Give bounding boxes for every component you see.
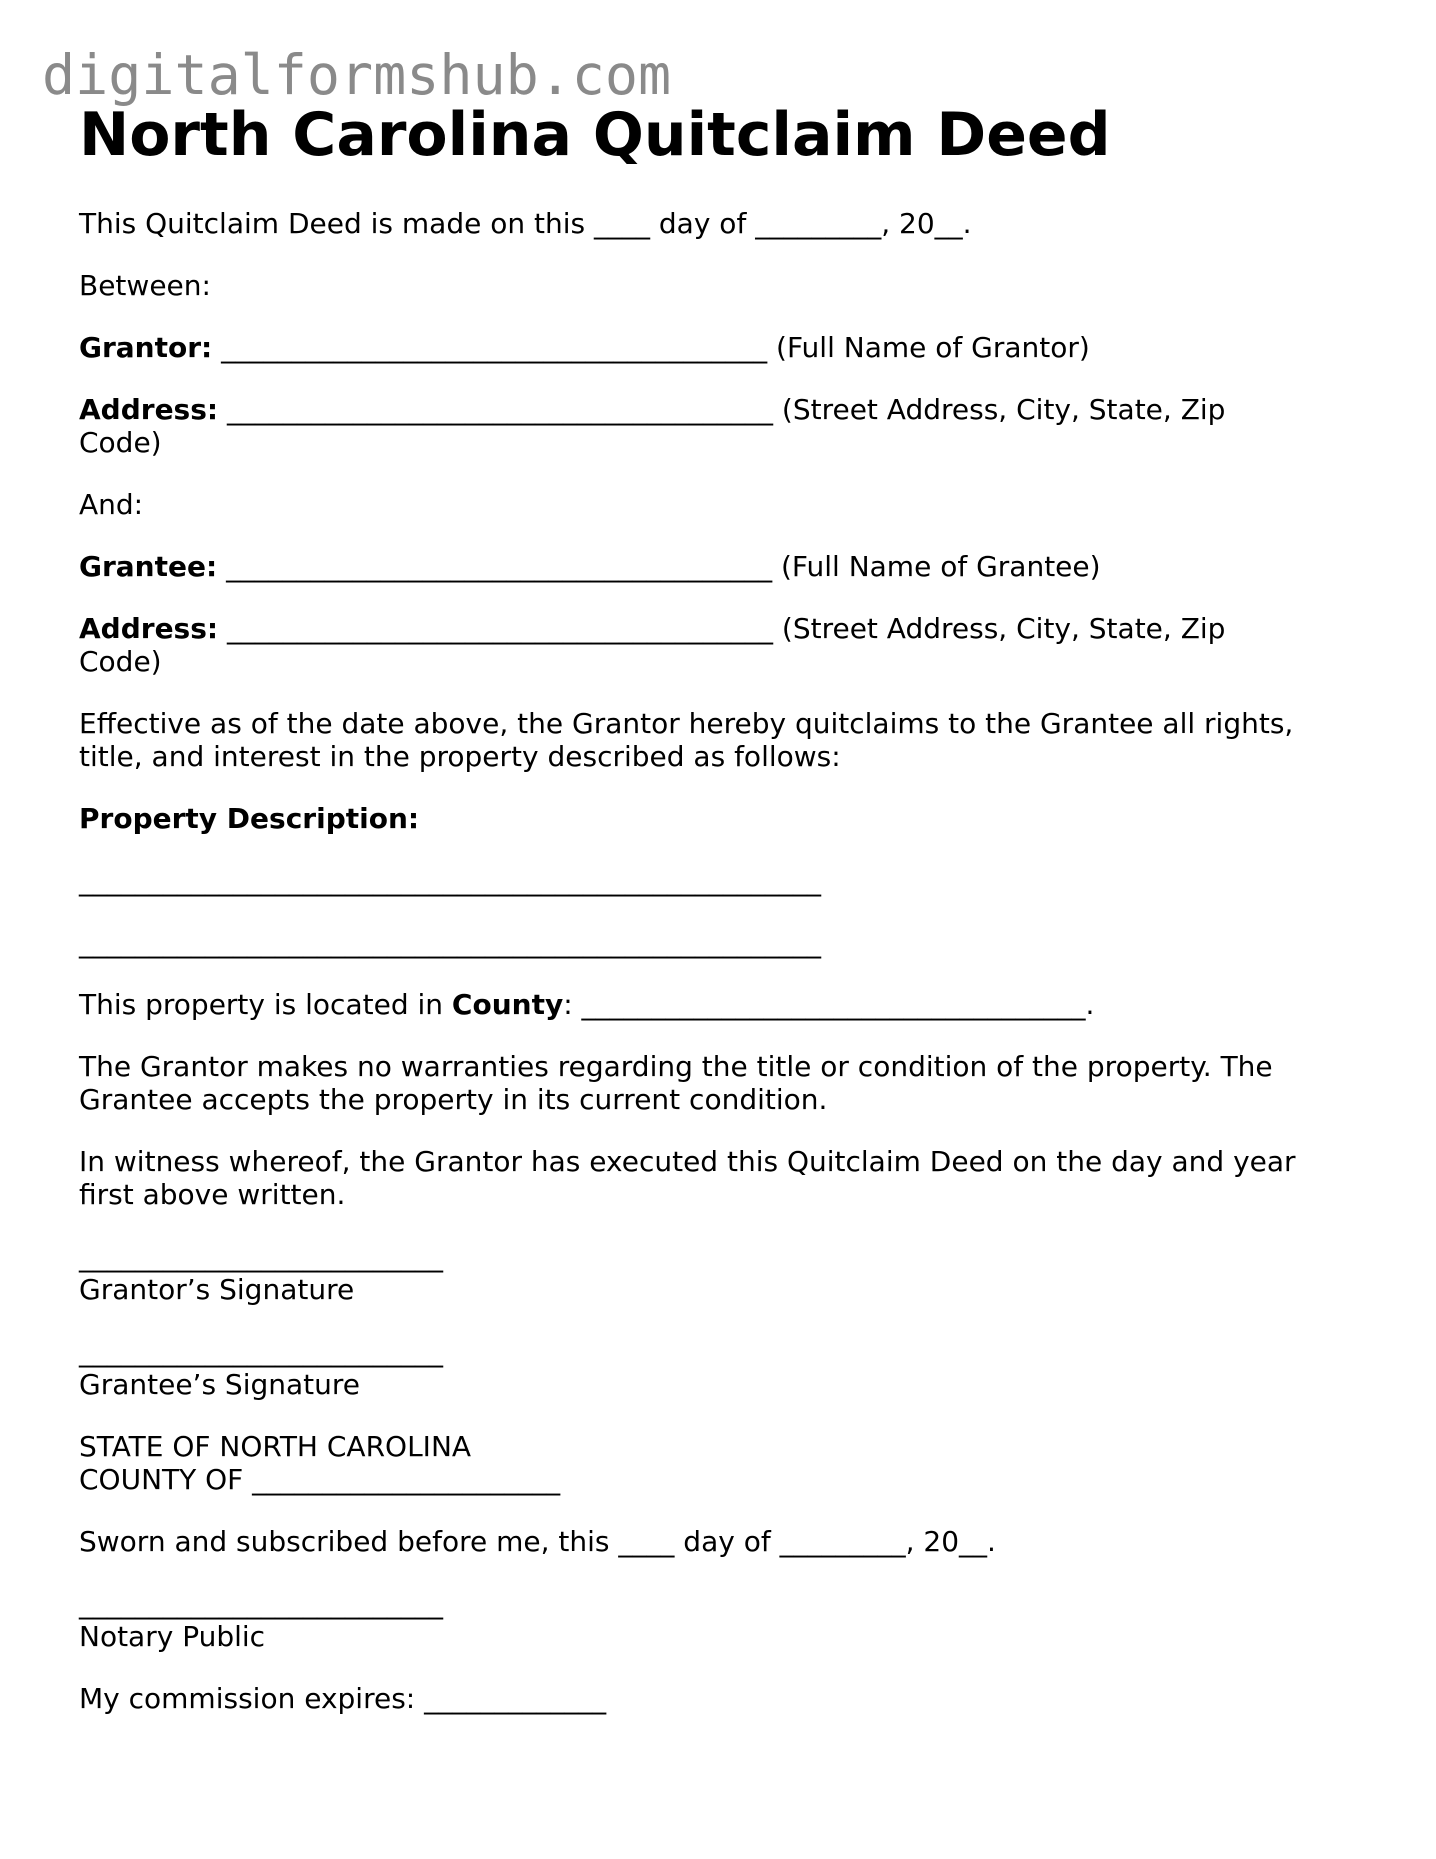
property-blank-line-2: _____________________________________________________ [79, 926, 821, 959]
grantor-label: Grantor: [79, 331, 213, 364]
notary-label: Notary Public [79, 1620, 266, 1653]
grantor-address-line2: Code) [79, 426, 162, 459]
effective-line-2: title, and interest in the property described as follows: [79, 740, 841, 773]
notary-signature-line: __________________________ [79, 1587, 443, 1620]
grantee-line [79, 550, 1101, 583]
commission-expires-line: My commission expires: _____________ [79, 1682, 607, 1715]
grantee-address-label: Address: [79, 612, 219, 645]
property-blank-line-1: _____________________________________________________ [79, 864, 821, 897]
document-title: North Carolina Quitclaim Deed [79, 100, 1111, 170]
grantee-address-line [79, 612, 1225, 645]
effective-line-1: Effective as of the date above, the Grantor hereby quitclaims to the Grantee all rights, [79, 707, 1294, 740]
grantee-address-blank: _______________________________________ (Street Address, City, State, Zip [218, 612, 1226, 645]
grantee-blank: _______________________________________ (Full Name of Grantee) [217, 550, 1101, 583]
warranty-line-2: Grantee accepts the property in its current condition. [79, 1083, 828, 1116]
watermark: digitalformshub.com [42, 43, 672, 107]
intro-line: This Quitclaim Deed is made on this ____ day of _________, 20__. [79, 207, 972, 240]
grantee-signature-line: __________________________ [79, 1335, 443, 1368]
county-prefix: This property is located in [79, 988, 452, 1021]
county-of-line: COUNTY OF ______________________ [79, 1463, 561, 1496]
sworn-line: Sworn and subscribed before me, this ____ day of _________, 20__. [79, 1525, 996, 1558]
grantor-blank: _______________________________________ (Full Name of Grantor) [212, 331, 1090, 364]
between-label: Between: [79, 269, 211, 302]
grantor-address-line [79, 393, 1225, 426]
and-label: And: [79, 488, 144, 521]
property-description-label: Property Description: [79, 802, 420, 835]
witness-line-2: first above written. [79, 1178, 346, 1211]
warranty-line-1: The Grantor makes no warranties regarding the title or condition of the property. The [79, 1050, 1273, 1083]
grantor-signature-line: __________________________ [79, 1240, 443, 1273]
witness-line-1: In witness whereof, the Grantor has executed this Quitclaim Deed on the day and year [79, 1145, 1296, 1178]
grantor-signature-label: Grantor’s Signature [79, 1273, 355, 1306]
state-line: STATE OF NORTH CAROLINA [79, 1430, 472, 1463]
grantee-label: Grantee: [79, 550, 218, 583]
grantor-address-blank: _______________________________________ (Street Address, City, State, Zip [218, 393, 1226, 426]
grantee-signature-label: Grantee’s Signature [79, 1368, 361, 1401]
county-line [79, 988, 1094, 1021]
county-label: County [451, 988, 564, 1021]
grantor-line [79, 331, 1090, 364]
grantee-address-line2: Code) [79, 645, 162, 678]
county-blank: : ____________________________________. [563, 988, 1095, 1021]
grantor-address-label: Address: [79, 393, 219, 426]
